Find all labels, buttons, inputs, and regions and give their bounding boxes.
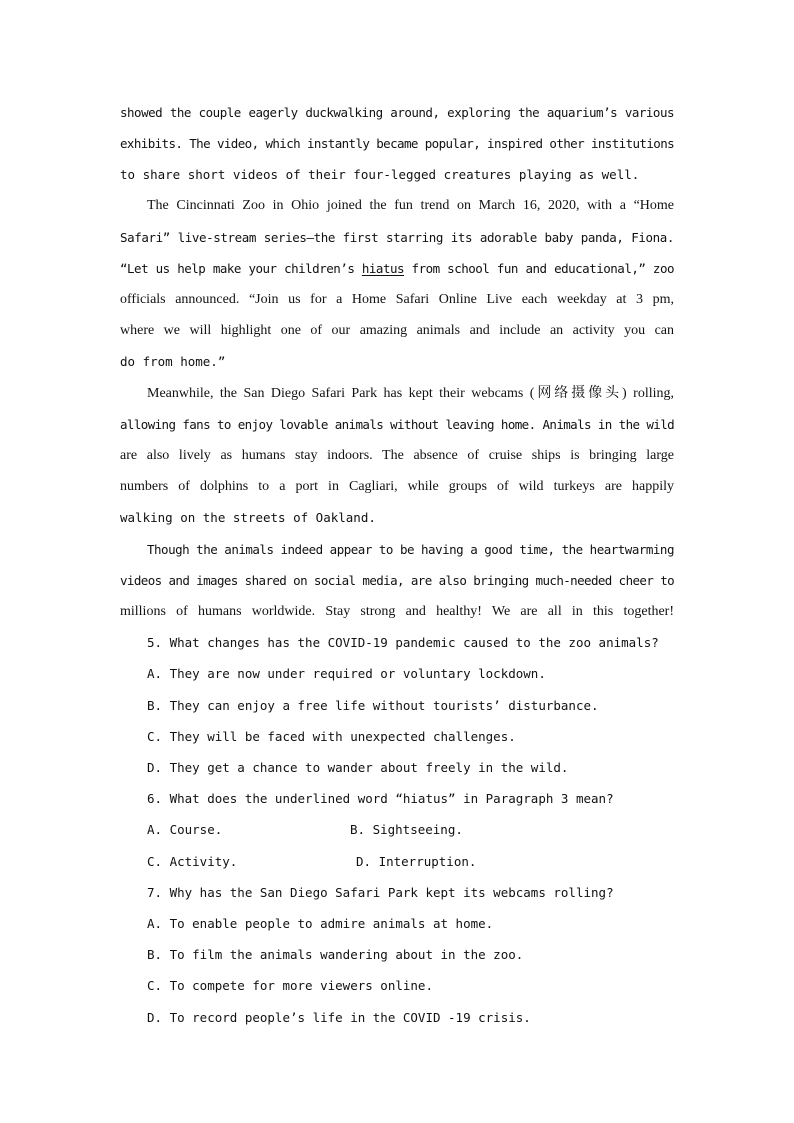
paragraph-2-line-6: do from home.” (120, 354, 226, 369)
paragraph-3-line-5: walking on the streets of Oakland. (120, 510, 376, 525)
paragraph-1-line-3: to share short videos of their four-legged creatures playing as well. (120, 167, 640, 182)
paragraph-4-line-3: millions of humans worldwide. Stay strong and healthy! We are all in this together! (120, 604, 674, 619)
paragraph-2-line-1: The Cincinnati Zoo in Ohio joined the fun trend on March 16, 2020, with a “Home (147, 198, 674, 213)
paragraph-3-line-1: Meanwhile, the San Diego Safari Park has kept their webcams (网络摄像头) rolling, (147, 386, 674, 401)
paragraph-2-line-3 (120, 261, 674, 277)
question-6-option-a: A. Course. (147, 822, 223, 837)
paragraph-1-line-1: showed the couple eagerly duckwalking around, exploring the aquarium’s various (120, 105, 674, 120)
paragraph-4-line-2: videos and images shared on social media, are also bringing much-needed cheer to (120, 573, 675, 588)
question-6-option-b: B. Sightseeing. (350, 822, 463, 837)
paragraph-3-line-3: are also lively as humans stay indoors. The absence of cruise ships is bringing large (120, 448, 674, 463)
question-7-option-a: A. To enable people to admire animals at home. (147, 916, 494, 931)
paragraph-2-line-2: Safari” live-stream series—the first starring its adorable baby panda, Fiona. (120, 230, 674, 245)
quote-start: “Let us help make your children’s (120, 261, 362, 276)
question-6-option-c: C. Activity. (147, 854, 238, 869)
paragraph-3-line-2: allowing fans to enjoy lovable animals without leaving home. Animals in the wild (120, 417, 675, 432)
question-5-option-c: C. They will be faced with unexpected challenges. (147, 729, 516, 744)
question-7-option-d: D. To record people’s life in the COVID -19 crisis. (147, 1010, 531, 1025)
question-6-option-d: D. Interruption. (356, 854, 477, 869)
paragraph-2-line-4: officials announced. “Join us for a Home Safari Online Live each weekday at 3 pm, (120, 292, 674, 307)
paragraph-3-line-4: numbers of dolphins to a port in Cagliari, while groups of wild turkeys are happily (120, 479, 674, 494)
underlined-word-hiatus: hiatus (361, 261, 405, 276)
question-5-option-b: B. They can enjoy a free life without tourists’ disturbance. (147, 698, 599, 713)
question-7-option-c: C. To compete for more viewers online. (147, 978, 433, 993)
question-5-stem: 5. What changes has the COVID-19 pandemic caused to the zoo animals? (147, 635, 659, 650)
question-5-option-a: A. They are now under required or voluntary lockdown. (147, 666, 546, 681)
paragraph-4-line-1: Though the animals indeed appear to be having a good time, the heartwarming (147, 542, 674, 557)
question-5-option-d: D. They get a chance to wander about freely in the wild. (147, 760, 569, 775)
question-7-stem: 7. Why has the San Diego Safari Park kept its webcams rolling? (147, 885, 614, 900)
paragraph-2-line-5: where we will highlight one of our amazing animals and include an activity you can (120, 323, 674, 338)
paragraph-1-line-2: exhibits. The video, which instantly became popular, inspired other institutions (120, 136, 675, 151)
question-6-stem: 6. What does the underlined word “hiatus” in Paragraph 3 mean? (147, 791, 614, 806)
quote-end: from school fun and educational,” zoo (404, 261, 674, 276)
question-7-option-b: B. To film the animals wandering about in the zoo. (147, 947, 524, 962)
